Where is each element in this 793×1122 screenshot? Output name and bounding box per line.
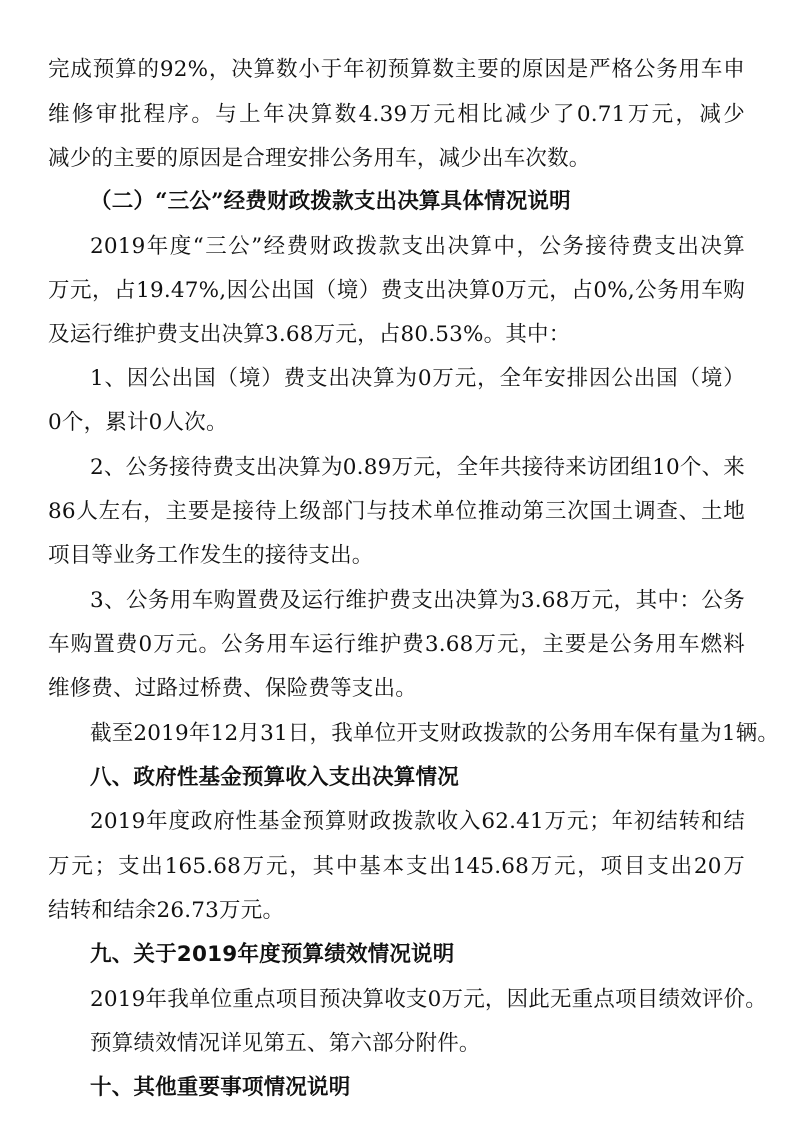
section-heading: 八、政府性基金预算收入支出决算情况 [90,765,459,790]
paragraph-line: 维修费、过路过桥费、保险费等支出。 [48,676,417,701]
paragraph-line: 0个，累计0人次。 [48,410,228,435]
paragraph-line: 2、公务接待费支出决算为0.89万元，全年共接待来访团组10个、来 [90,455,745,480]
paragraph-line: 及运行维护费支出决算3.68万元，占80.53%。其中： [48,322,571,347]
paragraph-line: 截至2019年12月31日，我单位开支财政拨款的公务用车保有量为1辆。 [90,721,780,746]
paragraph-line: 2019年我单位重点项目预决算收支0万元，因此无重点项目绩效评价。 [90,987,767,1012]
section-heading: 十、其他重要事项情况说明 [90,1075,351,1100]
paragraph-line: 3、公务用车购置费及运行维护费支出决算为3.68万元，其中：公务 [90,588,745,613]
paragraph-line: 结转和结余26.73万元。 [48,898,285,923]
paragraph-line: 2019年度“三公”经费财政拨款支出决算中，公务接待费支出决算 [90,234,745,259]
section-heading: 九、关于2019年度预算绩效情况说明 [90,942,455,967]
paragraph-line: 万元，占19.47%,因公出国（境）费支出决算0万元，占0%,公务用车购 [48,278,745,303]
paragraph-line: 2019年度政府性基金预算财政拨款收入62.41万元；年初结转和结 [90,809,745,834]
paragraph-line: 完成预算的92%，决算数小于年初预算数主要的原因是严格公务用车申 [48,57,745,82]
paragraph-line: 86人左右，主要是接待上级部门与技术单位推动第三次国土调查、土地 [48,499,745,524]
paragraph-line: 减少的主要的原因是合理安排公务用车，减少出车次数。 [48,146,591,171]
paragraph-line: 1、因公出国（境）费支出决算为0万元，全年安排因公出国（境） [90,366,745,391]
section-heading: （二）“三公”经费财政拨款支出决算具体情况说明 [90,189,571,214]
paragraph-line: 万元；支出165.68万元，其中基本支出145.68万元，项目支出20万 [48,854,745,879]
paragraph-line: 车购置费0万元。公务用车运行维护费3.68万元，主要是公务用车燃料 [48,632,745,657]
paragraph-line: 预算绩效情况详见第五、第六部分附件。 [90,1031,481,1056]
paragraph-line: 项目等业务工作发生的接待支出。 [48,543,374,568]
paragraph-line: 维修审批程序。与上年决算数4.39万元相比减少了0.71万元，减少 [48,102,745,127]
